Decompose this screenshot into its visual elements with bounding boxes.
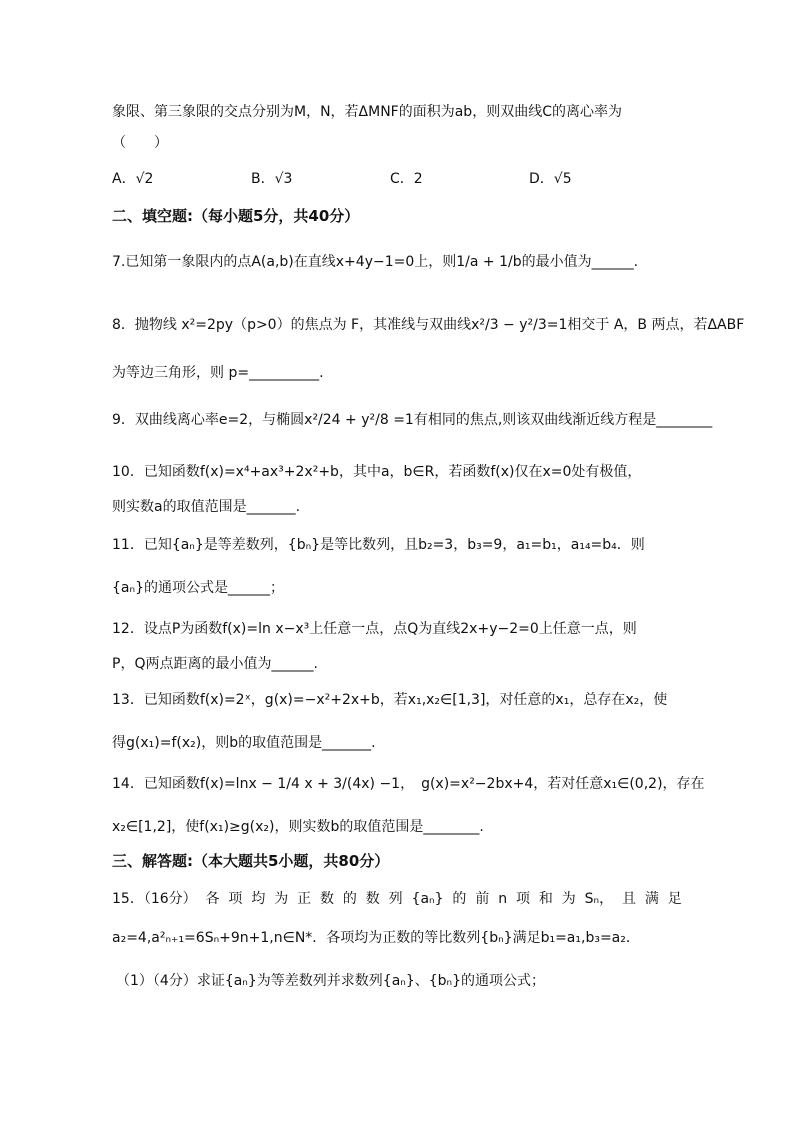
q15-token: {aₙ} [411, 891, 444, 907]
question-15-line2: a₂=4,a²ₙ₊₁=6Sₙ+9n+1,n∈N*．各项均为正数的等比数列{bₙ}满足b₁=a₁,b₃=a₂． [112, 930, 640, 946]
question-11-line2: {aₙ}的通项公式是______； [112, 580, 284, 596]
q15-token: 足 [667, 891, 682, 907]
section-fill-blank-heading: 二、填空题:（每小题5分，共40分） [112, 207, 360, 225]
question-11-line1: 11．已知{aₙ}是等差数列，{bₙ}是等比数列，且b₂=3，b₃=9，a₁=b₁，a₁₄=b₄．则 [112, 537, 645, 553]
question-14-line2: x₂∈[1,2]，使f(x₁)≥g(x₂)，则实数b的取值范围是________. [112, 819, 484, 835]
q15-token: Sₙ， [584, 891, 614, 907]
section-solve-heading: 三、解答题:（本大题共5小题，共80分） [112, 852, 390, 870]
q15-token: 为 [561, 891, 576, 907]
question-8-line1: 8．抛物线 x²=2py（p>0）的焦点为 F，其准线与双曲线x²/3 − y²/3=1相交于 A，B 两点，若ΔABF [112, 317, 745, 333]
question-13-line2: 得g(x₁)=f(x₂)，则b的取值范围是_______. [112, 735, 376, 751]
question-7: 7.已知第一象限内的点A(a,b)在直线x+4y−1=0上，则1/a + 1/b的最小值为______. [112, 254, 639, 270]
q15-token: 列 [388, 891, 403, 907]
q15-token: n [498, 891, 508, 907]
question-8-line2: 为等边三角形，则 p=__________. [112, 365, 324, 381]
question-9: 9．双曲线离心率e=2，与椭圆x²/24 + y²/8 =1有相同的焦点,则该双曲线渐近线方程是________ [112, 412, 713, 428]
q15-token: 15．（16分） [112, 891, 197, 907]
q15-token: 的 [342, 891, 357, 907]
q15-token: 均 [251, 891, 266, 907]
q15-token: 正 [297, 891, 312, 907]
option-a: A．√2 [112, 171, 154, 187]
q15-token: 数 [319, 891, 334, 907]
q15-token: 且 [622, 891, 636, 907]
option-b: B．√3 [251, 171, 293, 187]
question-13-line1: 13．已知函数f(x)=2ˣ，g(x)=−x²+2x+b，若x₁,x₂∈[1,3]，对任意的x₁，总存在x₂，使 [112, 692, 668, 708]
q15-token: 满 [644, 891, 659, 907]
question-6-continuation: 象限、第三象限的交点分别为M，N，若ΔMNF的面积为ab，则双曲线C的离心率为 [112, 104, 622, 120]
question-10-line2: 则实数a的取值范围是_______. [112, 499, 301, 515]
question-12-line1: 12．设点P为函数f(x)=ln x−x³上任意一点，点Q为直线2x+y−2=0上任意一点，则 [112, 621, 637, 637]
q15-token: 项 [228, 891, 243, 907]
question-12-line2: P，Q两点距离的最小值为______. [112, 656, 318, 672]
q15-token: 为 [274, 891, 289, 907]
option-d: D．√5 [529, 171, 572, 187]
q15-token: 和 [538, 891, 553, 907]
question-15-part1: （1）（4分）求证{aₙ}为等差数列并求数列{aₙ}、{bₙ}的通项公式； [116, 973, 546, 989]
q15-token: 数 [365, 891, 380, 907]
question-15-line1 [112, 889, 682, 909]
question-14-line1: 14．已知函数f(x)=lnx − 1/4 x + 3/(4x) −1， g(x)=x²−2bx+4，若对任意x₁∈(0,2)，存在 [112, 776, 705, 792]
q15-token: 各 [205, 891, 220, 907]
options-row [112, 169, 682, 189]
q15-token: 的 [452, 891, 467, 907]
q15-token: 项 [515, 891, 530, 907]
answer-paren: （ ） [112, 135, 168, 151]
question-10-line1: 10．已知函数f(x)=x⁴+ax³+2x²+b，其中a，b∈R，若函数f(x)仅在x=0处有极值， [112, 464, 642, 480]
option-c: C．2 [390, 171, 423, 187]
q15-token: 前 [475, 891, 490, 907]
